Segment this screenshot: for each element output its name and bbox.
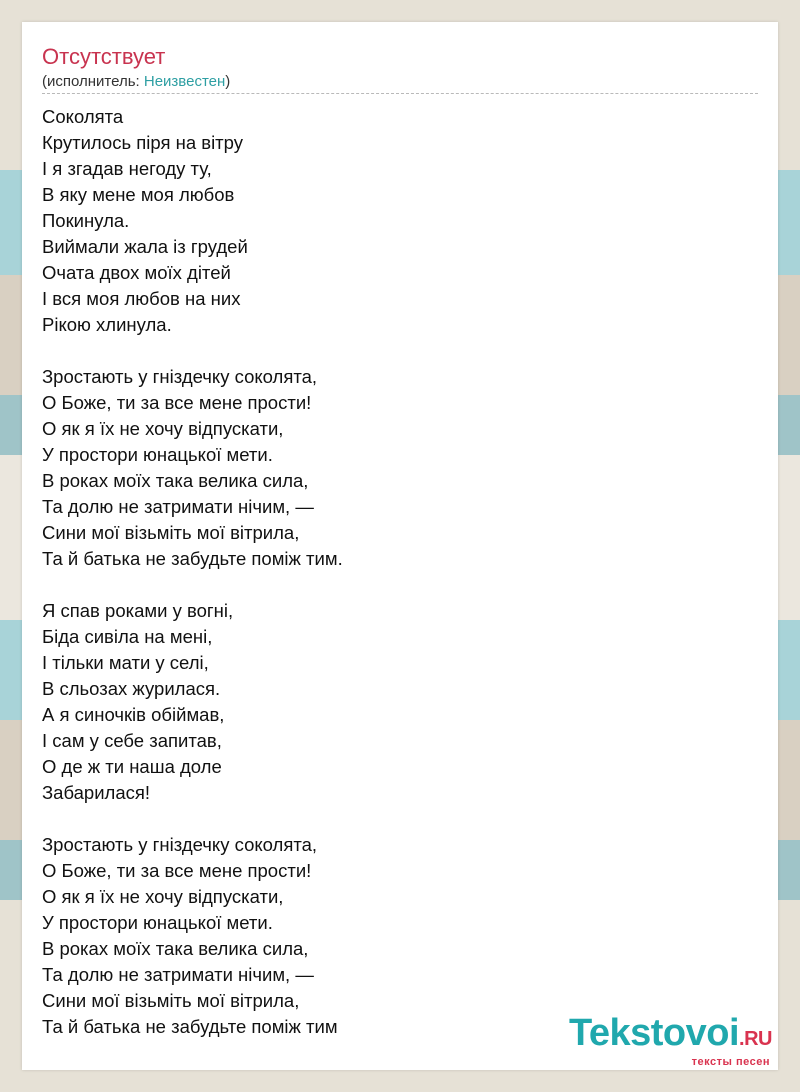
lyric-line: Біда сивіла на мені, xyxy=(42,626,213,647)
lyric-line: Зростають у гніздечку соколята, xyxy=(42,834,318,855)
lyric-line: В яку мене моя любов xyxy=(42,184,235,205)
lyric-line: І я згадав негоду ту, xyxy=(42,158,212,179)
lyric-line: Та й батька не забудьте поміж тим xyxy=(42,1016,338,1037)
lyric-line: Сини мої візьміть мої вітрила, xyxy=(42,522,300,543)
lyric-line: Крутилось піря на вітру xyxy=(42,132,243,153)
lyric-line: А я синочків обіймав, xyxy=(42,704,225,725)
lyric-line: Забарилася! xyxy=(42,782,151,803)
artist-prefix: (исполнитель: xyxy=(42,73,144,90)
site-logo[interactable] xyxy=(569,1014,772,1068)
stanza-break xyxy=(42,572,758,598)
lyric-line: О де ж ти наша доле xyxy=(42,756,222,777)
lyric-line: І сам у себе запитав, xyxy=(42,730,222,751)
lyric-line: Виймали жала із грудей xyxy=(42,236,248,257)
logo-main-text: Tekstovoi xyxy=(568,1012,740,1054)
lyric-line: Рікою хлинула. xyxy=(42,314,172,335)
lyric-line: Покинула. xyxy=(42,210,130,231)
lyric-line: Очата двох моїх дітей xyxy=(42,262,231,283)
lyric-line: В сльозах журилася. xyxy=(42,678,221,699)
lyric-line: Сини мої візьміть мої вітрила, xyxy=(42,990,300,1011)
lyrics-card xyxy=(22,22,778,1070)
lyric-line: Я спав роками у вогні, xyxy=(42,600,234,621)
lyric-line: В роках моїх така велика сила, xyxy=(42,938,309,959)
lyric-line: Та долю не затримати нічим, — xyxy=(42,964,314,985)
lyric-line: О Боже, ти за все мене прости! xyxy=(42,860,312,881)
lyrics-text xyxy=(42,104,758,1040)
lyric-line: У простори юнацької мети. xyxy=(42,912,273,933)
lyric-line: І вся моя любов на них xyxy=(42,288,241,309)
stanza-break xyxy=(42,338,758,364)
stanza-break xyxy=(42,806,758,832)
logo-tagline: тексты песен xyxy=(691,1056,770,1068)
artist-suffix: ) xyxy=(225,73,231,90)
lyric-line: У простори юнацької мети. xyxy=(42,444,273,465)
song-title: Отсутствует xyxy=(42,44,166,69)
lyric-line: Зростають у гніздечку соколята, xyxy=(42,366,318,387)
lyric-line: О як я їх не хочу відпускати, xyxy=(42,418,284,439)
lyric-line: Та долю не затримати нічим, — xyxy=(42,496,314,517)
artist-line xyxy=(42,72,230,92)
lyric-line: Та й батька не забудьте поміж тим. xyxy=(42,548,343,569)
lyric-line: І тільки мати у селі, xyxy=(42,652,209,673)
lyric-line: О як я їх не хочу відпускати, xyxy=(42,886,284,907)
artist-link[interactable]: Неизвестен xyxy=(143,73,226,90)
lyric-line: Соколята xyxy=(42,106,124,127)
lyric-line: О Боже, ти за все мене прости! xyxy=(42,392,312,413)
lyric-line: В роках моїх така велика сила, xyxy=(42,470,309,491)
logo-suffix: .RU xyxy=(739,1028,772,1050)
dashed-divider xyxy=(42,93,758,94)
